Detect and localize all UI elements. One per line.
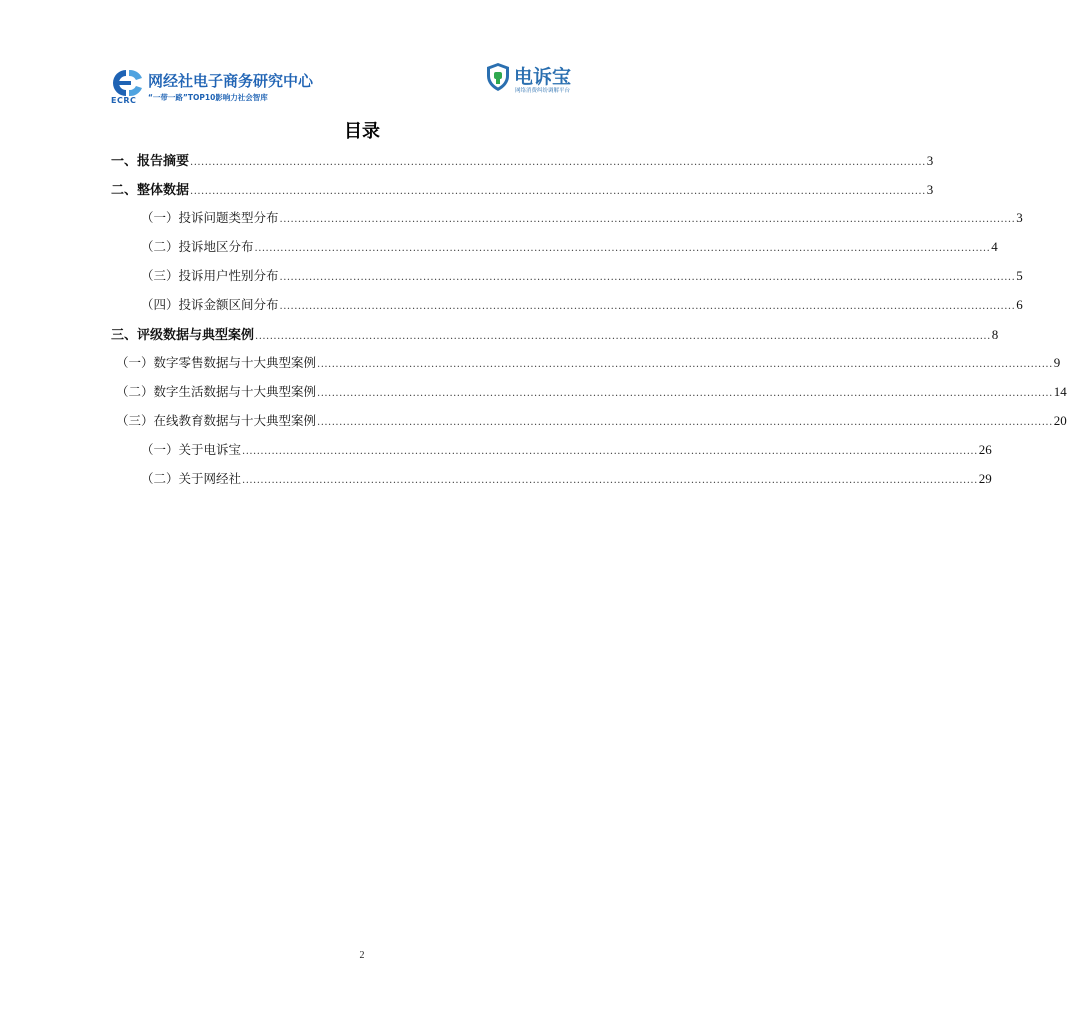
toc-entry-page: 3 <box>1016 210 1023 225</box>
page-header <box>0 0 724 112</box>
toc-entry-page: 3 <box>926 182 934 197</box>
toc-entry-label: 二、整体数据 <box>111 183 190 198</box>
toc-entry-page: 9 <box>1053 355 1061 370</box>
toc-entry-label: （二）数字生活数据与十大典型案例 <box>116 384 317 399</box>
toc-entry-label: （一）投诉问题类型分布 <box>141 210 279 225</box>
shield-fist-icon <box>486 62 510 92</box>
toc-leader-dots: ........................................................................................................................................................................................................ <box>254 243 991 254</box>
toc-leader-dots: ........................................................................................................................................................................................................ <box>279 272 1016 283</box>
toc-entry-label: （一）关于电诉宝 <box>141 442 242 457</box>
toc-title: 目录 <box>344 121 380 142</box>
toc-entry-about-dianshubao[interactable] <box>141 440 992 460</box>
toc-entry-label: 三、评级数据与典型案例 <box>111 328 255 343</box>
dianshubao-name: 电诉宝 <box>514 66 572 88</box>
toc-entry-about-wangjingshe[interactable] <box>141 469 992 489</box>
toc-entry-digital-retail[interactable] <box>116 353 1061 373</box>
ecrc-logo <box>108 66 314 110</box>
toc-entry-label: （三）投诉用户性别分布 <box>141 268 279 283</box>
toc-entry-overall-data[interactable] <box>111 179 934 199</box>
toc-leader-dots: ........................................................................................................................................................................................................ <box>190 186 926 197</box>
toc-leader-dots: ........................................................................................................................................................................................................ <box>279 214 1016 225</box>
toc-leader-dots: ........................................................................................................................................................................................................ <box>317 388 1053 399</box>
toc-leader-dots: ........................................................................................................................................................................................................ <box>317 359 1053 370</box>
toc-entry-page: 4 <box>991 239 998 254</box>
toc-leader-dots: ........................................................................................................................................................................................................ <box>255 331 991 342</box>
toc-entry-page: 26 <box>978 442 992 457</box>
toc-entry-page: 5 <box>1016 268 1023 283</box>
toc-entry-label: （二）关于网经社 <box>141 471 242 486</box>
toc-entry-online-education[interactable] <box>116 411 1067 431</box>
toc-entry-page: 29 <box>978 471 992 486</box>
toc-entry-page: 14 <box>1053 384 1067 399</box>
toc-entry-complaint-types[interactable] <box>141 208 1023 228</box>
toc-leader-dots: ........................................................................................................................................................................................................ <box>190 157 926 168</box>
toc-entry-label: （一）数字零售数据与十大典型案例 <box>116 355 317 370</box>
toc-entry-rating-cases[interactable] <box>111 324 999 344</box>
page-number: 2 <box>359 950 365 961</box>
toc-entry-label: （二）投诉地区分布 <box>141 239 254 254</box>
dianshubao-logo <box>486 60 596 98</box>
toc-entry-label: 一、报告摘要 <box>111 154 190 169</box>
ecrc-abbreviation: ECRC <box>111 96 137 105</box>
toc-leader-dots: ........................................................................................................................................................................................................ <box>279 301 1016 312</box>
toc-entry-page: 3 <box>926 153 934 168</box>
toc-leader-dots: ........................................................................................................................................................................................................ <box>242 475 978 486</box>
toc-entry-summary[interactable] <box>111 150 934 170</box>
dianshubao-tagline: 网络消费纠纷调解平台 <box>515 88 571 94</box>
toc-entry-amount-range[interactable] <box>141 295 1023 315</box>
toc-entry-complaint-regions[interactable] <box>141 237 998 257</box>
ecrc-name: 网经社电子商务研究中心 <box>148 72 314 90</box>
toc-entry-label: （四）投诉金额区间分布 <box>141 297 279 312</box>
toc-entry-page: 8 <box>991 327 999 342</box>
toc-leader-dots: ........................................................................................................................................................................................................ <box>317 417 1053 428</box>
ecrc-slogan: “一带一路”TOP10影响力社会智库 <box>148 93 268 102</box>
toc-entry-digital-life[interactable] <box>116 382 1067 402</box>
toc-entry-user-gender[interactable] <box>141 266 1023 286</box>
toc-entry-page: 6 <box>1016 297 1023 312</box>
toc-entry-page: 20 <box>1053 413 1067 428</box>
toc-entry-label: （三）在线教育数据与十大典型案例 <box>116 413 317 428</box>
toc-leader-dots: ........................................................................................................................................................................................................ <box>242 446 978 457</box>
